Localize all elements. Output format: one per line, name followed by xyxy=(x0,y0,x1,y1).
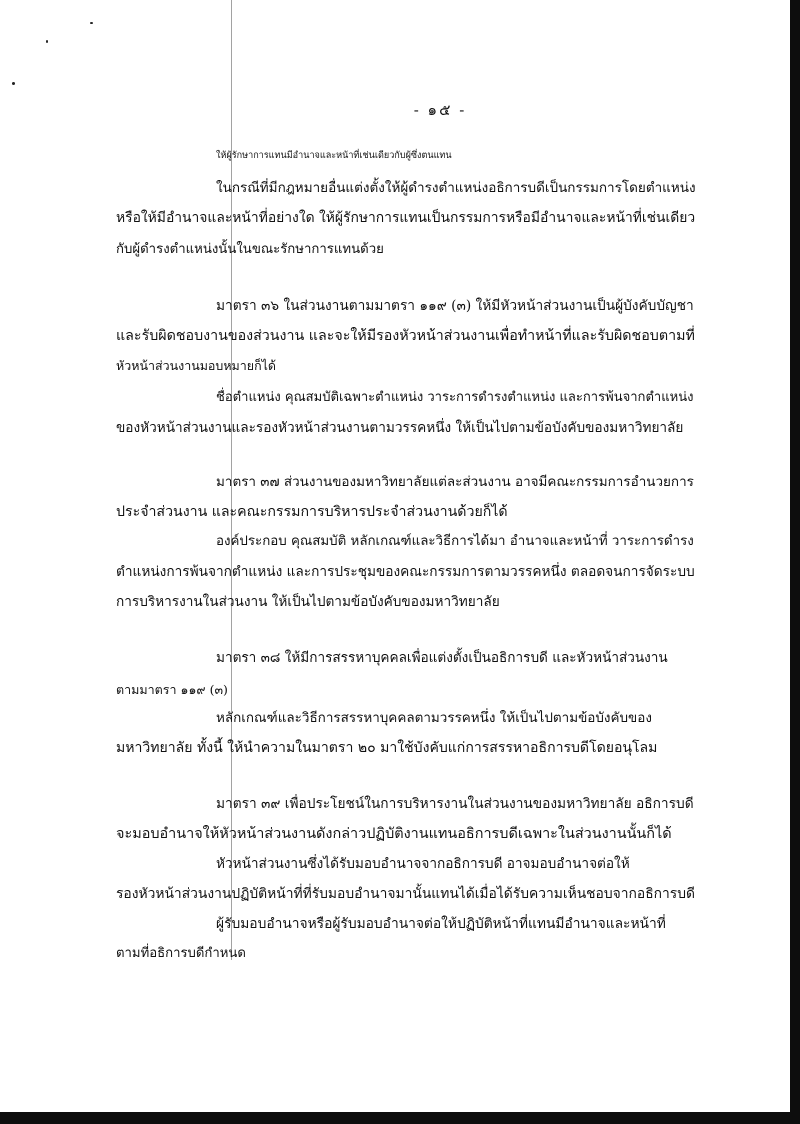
text-line: ของหัวหน้าส่วนงานและรองหัวหน้าส่วนงานตามวรรคหนึ่ง ให้เป็นไปตามข้อบังคับของมหาวิทยาลัย xyxy=(116,420,684,436)
scan-edge-right xyxy=(790,0,800,1124)
text-line: หัวหน้าส่วนงานซึ่งได้รับมอบอำนาจจากอธิการบดี อาจมอบอำนาจต่อให้ xyxy=(216,856,630,872)
text-line: มาตรา ๓๙ เพื่อประโยชน์ในการบริหารงานในส่วนงานของมหาวิทยาลัย อธิการบดี xyxy=(216,796,694,812)
text-line: ประจำส่วนงาน และคณะกรรมการบริหารประจำส่วนงานด้วยก็ได้ xyxy=(116,504,508,520)
text-line: ผู้รับมอบอำนาจหรือผู้รับมอบอำนาจต่อให้ปฏิบัติหน้าที่แทนมีอำนาจและหน้าที่ xyxy=(216,916,666,932)
text-line: และรับผิดชอบงานของส่วนงาน และจะให้มีรองหัวหน้าส่วนงานเพื่อทำหน้าที่และรับผิดชอบตามที่ xyxy=(116,328,695,344)
text-line: มาตรา ๓๖ ในส่วนงานตามมาตรา ๑๑๙ (๓) ให้มีหัวหน้าส่วนงานเป็นผู้บังคับบัญชา xyxy=(216,298,694,314)
text-line: จะมอบอำนาจให้หัวหน้าส่วนงานดังกล่าวปฏิบัติงานแทนอธิการบดีเฉพาะในส่วนงานนั้นก็ได้ xyxy=(116,826,672,842)
text-line: ตามที่อธิการบดีกำหนด xyxy=(116,946,246,961)
text-line: ในกรณีที่มีกฎหมายอื่นแต่งตั้งให้ผู้ดำรงตำแหน่งอธิการบดีเป็นกรรมการโดยตำแหน่ง xyxy=(216,180,696,196)
text-line: หรือให้มีอำนาจและหน้าที่อย่างใด ให้ผู้รักษาการแทนเป็นกรรมการหรือมีอำนาจและหน้าที่เช่นเดียว xyxy=(116,210,696,226)
text-line: หัวหน้าส่วนงานมอบหมายก็ได้ xyxy=(116,358,276,373)
text-line: มหาวิทยาลัย ทั้งนี้ ให้นำความในมาตรา ๒๐ มาใช้บังคับแก่การสรรหาอธิการบดีโดยอนุโลม xyxy=(116,740,658,756)
text-line: การบริหารงานในส่วนงาน ให้เป็นไปตามข้อบังคับของมหาวิทยาลัย xyxy=(116,594,500,610)
text-line: ตามมาตรา ๑๑๙ (๓) xyxy=(116,682,228,697)
text-line: ให้ผู้รักษาการแทนมีอำนาจและหน้าที่เช่นเดียวกับผู้ซึ่งตนแทน xyxy=(216,151,452,161)
text-line: รองหัวหน้าส่วนงานปฏิบัติหน้าที่ที่รับมอบอำนาจมานั้นแทนได้เมื่อได้รับความเห็นชอบจากอธิการบดี xyxy=(116,886,695,902)
text-line: องค์ประกอบ คุณสมบัติ หลักเกณฑ์และวิธีการได้มา อำนาจและหน้าที่ วาระการดำรง xyxy=(216,534,694,549)
page-number: - ๑๕ - xyxy=(413,101,467,119)
text-line: ชื่อตำแหน่ง คุณสมบัติเฉพาะตำแหน่ง วาระการดำรงตำแหน่ง และการพ้นจากตำแหน่ง xyxy=(216,390,694,405)
scan-speck xyxy=(46,40,48,43)
text-line: มาตรา ๓๗ ส่วนงานของมหาวิทยาลัยแต่ละส่วนงาน อาจมีคณะกรรมการอำนวยการ xyxy=(216,474,694,490)
text-line: กับผู้ดำรงตำแหน่งนั้นในขณะรักษาการแทนด้วย xyxy=(116,242,384,257)
text-line: ตำแหน่งการพ้นจากตำแหน่ง และการประชุมของคณะกรรมการตามวรรคหนึ่ง ตลอดจนการจัดระบบ xyxy=(116,564,695,580)
text-line: มาตรา ๓๘ ให้มีการสรรหาบุคคลเพื่อแต่งตั้งเป็นอธิการบดี และหัวหน้าส่วนงาน xyxy=(216,650,668,666)
scan-speck xyxy=(90,22,93,24)
scan-edge-bottom xyxy=(0,1112,800,1124)
text-line: หลักเกณฑ์และวิธีการสรรหาบุคคลตามวรรคหนึ่ง ให้เป็นไปตามข้อบังคับของ xyxy=(216,710,652,726)
scan-speck xyxy=(12,82,15,85)
